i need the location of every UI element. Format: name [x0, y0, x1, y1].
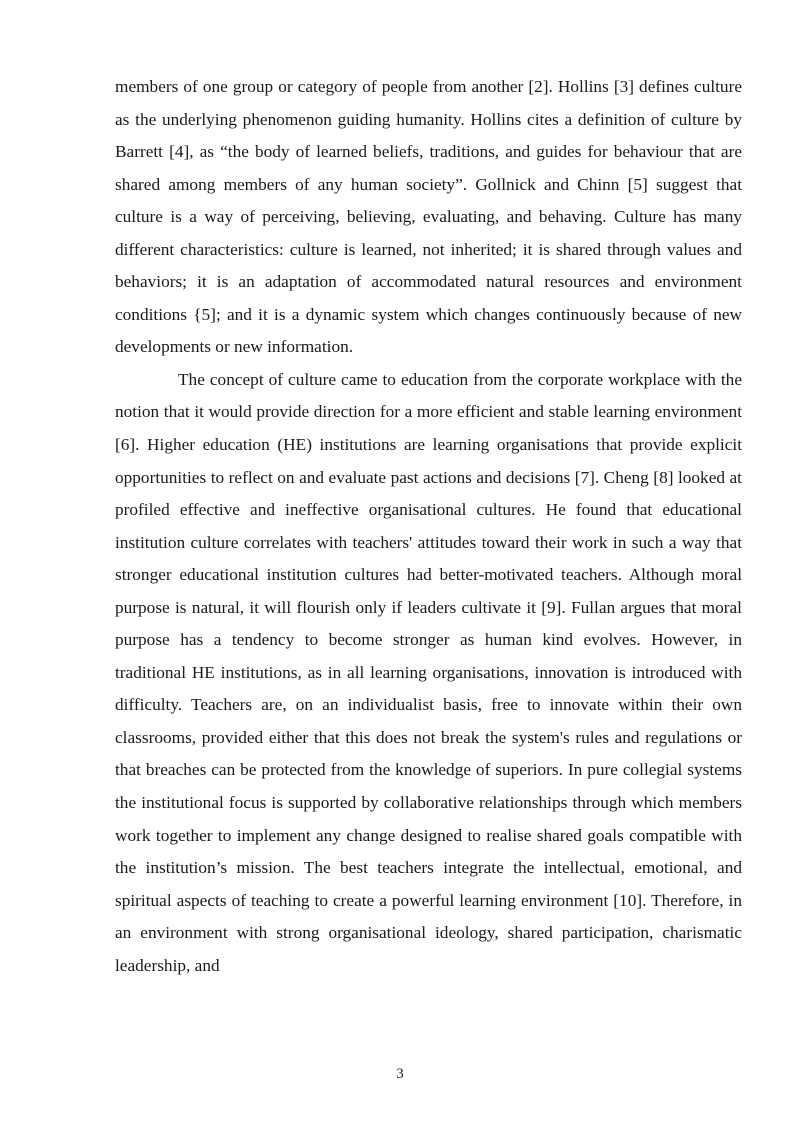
body-text	[115, 71, 742, 982]
paragraph-1: members of one group or category of people from another [2]. Hollins [3] defines culture as the underlying phenomenon guiding humanity. Hollins cites a definition of culture by Barrett [4], as “the body of learned beliefs, traditions, and guides for behaviour that are shared among members of any human society”. Gollnick and Chinn [5] suggest that culture is a way of perceiving, believing, evaluating, and behaving. Culture has many different characteristics: culture is learned, not inherited; it is shared through values and behaviors; it is an adaptation of accommodated natural resources and environment conditions {5]; and it is a dynamic system which changes continuously because of new developments or new information.	[115, 77, 742, 357]
paragraph-2: The concept of culture came to education from the corporate workplace with the notion that it would provide direction for a more efficient and stable learning environment [6]. Higher education (HE) institutions are learning organisations that provide explicit opportunities to reflect on and evaluate past actions and decisions [7]. Cheng [8] looked at profiled effective and ineffective organisational cultures. He found that educational institution culture correlates with teachers' attitudes toward their work in such a way that stronger educational institution cultures had better-motivated teachers. Although moral purpose is natural, it will flourish only if leaders cultivate it [9]. Fullan argues that moral purpose has a tendency to become stronger as human kind evolves. However, in traditional HE institutions, as in all learning organisations, innovation is introduced with difficulty. Teachers are, on an individualist basis, free to innovate within their own classrooms, provided either that this does not break the system's rules and regulations or that breaches can be protected from the knowledge of superiors. In pure collegial systems the institutional focus is supported by collaborative relationships through which members work together to implement any change designed to realise shared goals compatible with the institution’s mission. The best teachers integrate the intellectual, emotional, and spiritual aspects of teaching to create a powerful learning environment [10]. Therefore, in an environment with strong organisational ideology, shared participation, charismatic leadership, and	[115, 369, 742, 975]
page-number: 3	[396, 1066, 404, 1082]
